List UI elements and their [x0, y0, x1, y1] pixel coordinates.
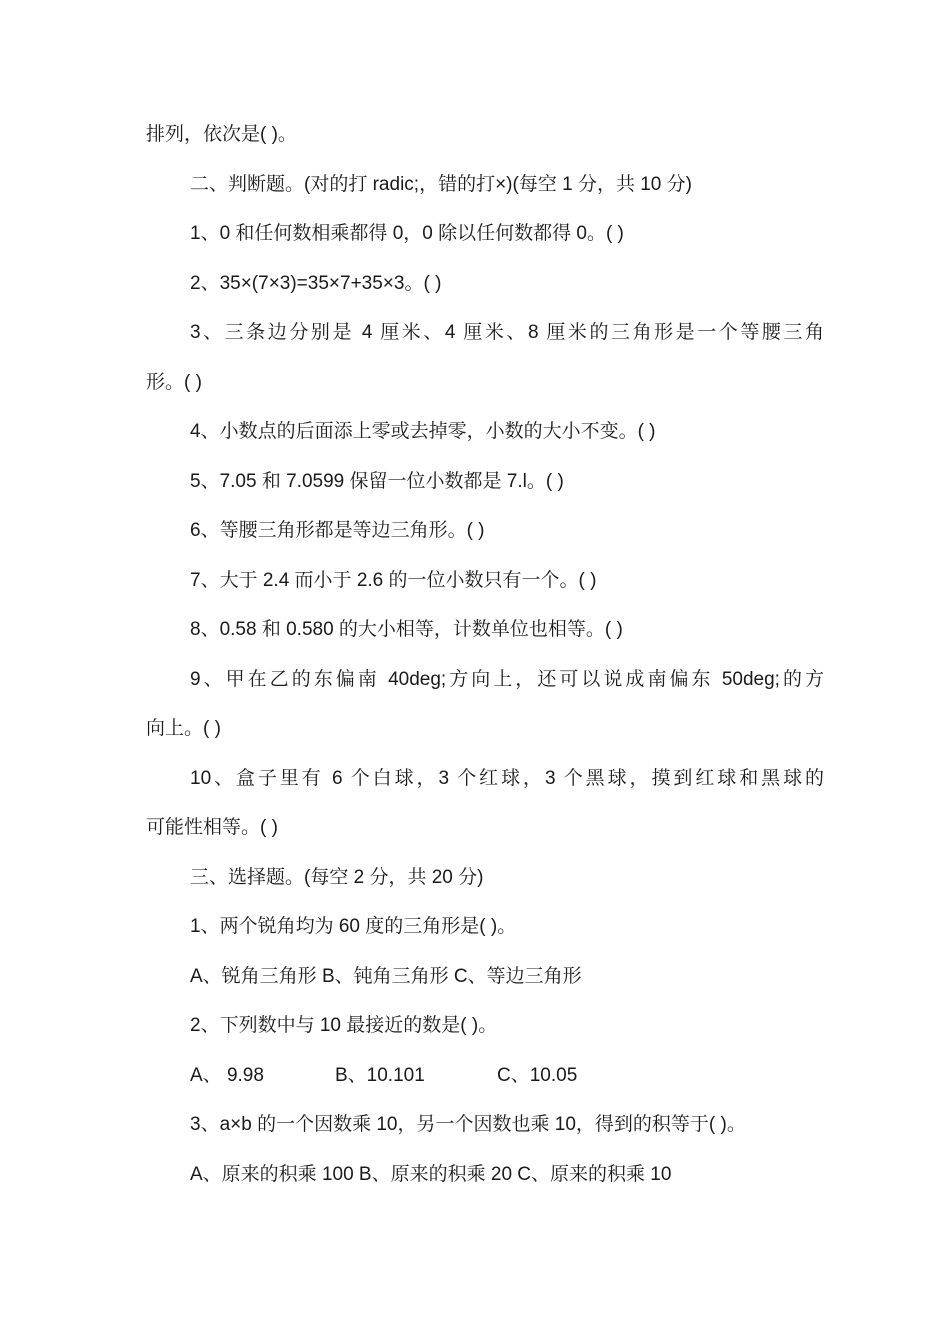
text-line-continuation: 排列，依次是( )。 — [146, 124, 297, 145]
mc-question-1-options: A、锐角三角形 B、钝角三角形 C、等边三角形 — [190, 965, 582, 987]
tf-question-10: 10、盒子里有 6 个白球，3 个红球，3 个黑球，摸到红球和黑球的 — [190, 767, 824, 789]
tf-question-5: 5、7.05 和 7.0599 保留一位小数都是 7.l。( ) — [190, 470, 564, 492]
mc-question-2: 2、下列数中与 10 最接近的数是( )。 — [190, 1015, 498, 1036]
tf-question-9-continued: 向上。( ) — [146, 718, 221, 739]
tf-question-6: 6、等腰三角形都是等边三角形。( ) — [190, 520, 485, 541]
mc-question-2-option-c: C、10.05 — [497, 1064, 578, 1086]
tf-question-1: 1、0 和任何数相乘都得 0，0 除以任何数都得 0。( ) — [190, 223, 624, 244]
mc-question-3-options: A、原来的积乘 100 B、原来的积乘 20 C、原来的积乘 10 — [190, 1163, 672, 1185]
mc-question-2-options — [146, 1054, 826, 1104]
document-body — [146, 113, 826, 1202]
tf-question-9: 9、甲在乙的东偏南 40deg;方向上，还可以说成南偏东 50deg;的方 — [190, 668, 824, 690]
tf-question-3: 3、三条边分别是 4 厘米、4 厘米、8 厘米的三角形是一个等腰三角 — [190, 322, 824, 343]
tf-question-7: 7、大于 2.4 而小于 2.6 的一位小数只有一个。( ) — [190, 569, 597, 591]
tf-question-10-continued: 可能性相等。( ) — [146, 817, 278, 838]
tf-question-4: 4、小数点的后面添上零或去掉零，小数的大小不变。( ) — [190, 421, 656, 442]
tf-question-2: 2、35×(7×3)=35×7+35×3。( ) — [190, 272, 442, 294]
mc-question-2-option-a: A、 9.98 — [190, 1064, 264, 1086]
tf-question-3-continued: 形。( ) — [146, 371, 202, 393]
mc-question-2-option-b: B、10.101 — [335, 1064, 425, 1086]
section-heading-multiple-choice: 三、选择题。(每空 2 分，共 20 分) — [190, 866, 484, 888]
mc-question-3: 3、a×b 的一个因数乘 10，另一个因数也乘 10，得到的积等于( )。 — [190, 1114, 746, 1135]
tf-question-8: 8、0.58 和 0.580 的大小相等，计数单位也相等。( ) — [190, 619, 623, 640]
mc-question-1: 1、两个锐角均为 60 度的三角形是( )。 — [190, 916, 517, 937]
section-heading-true-false: 二、判断题。(对的打 radic;，错的打×)(每空 1 分，共 10 分) — [190, 173, 692, 195]
